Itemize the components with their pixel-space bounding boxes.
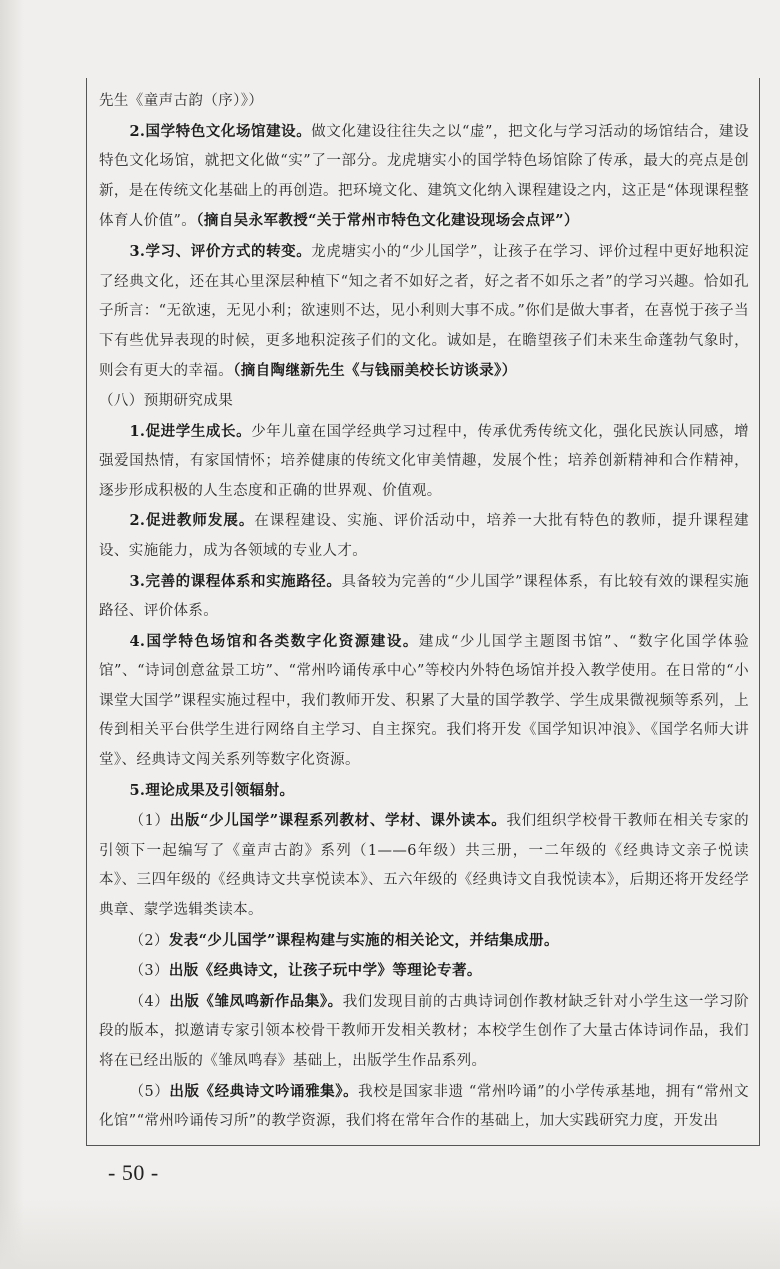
section-title: （八）预期研究成果 (99, 392, 234, 409)
paragraph-body: 在课程建设、实施、评价活动中，培养一大批有特色的教师，提升课程建设、实施能力，成为各领域的专业人才。 (99, 513, 749, 559)
quote-source: （摘自陶继新先生《与钱丽美校长访谈录》） (233, 362, 517, 380)
item-heading: 出版《经典诗文，让孩子玩中学》等理论专著。 (168, 962, 482, 980)
item-body: 我校是国家非遗 “常州吟诵”的小学传承基地，拥有“常州文化馆”“常州吟诵传习所”的教学资源，我们将在常年合作的基础上，加大实践研究力度，开发出 (99, 1083, 750, 1130)
section-heading-expected-results (99, 387, 749, 417)
item-heading: 发表“少儿国学”课程构建与实施的相关论文，并结集成册。 (168, 931, 559, 949)
paragraph-heading: 2.促进教师发展。 (129, 512, 255, 530)
page-number: - 50 - (108, 1160, 159, 1185)
page-bottom-shadow (0, 1199, 780, 1269)
paragraph-heading: 4.国学特色场馆和各类数字化资源建设。 (129, 632, 419, 650)
sub-item-4 (99, 987, 749, 1077)
paragraph-body: 龙虎塘实小的“少儿国学”，让孩子在学习、评价过程中更好地积淀了经典文化，还在其心里深层种植下“知之者不如好之者，好之者不如乐之者”的学习兴趣。恰如孔子所言：“无欲速，无见小利；欲速则不达，见小利则大事不成。”你们是做大事者，在喜悦于孩子当下有些优异表现的时候，更多地积淀孩子们的文化。诚如是，在瞻望孩子们未来生命蓬勃气象时，则会有更大的幸福。 (99, 243, 749, 380)
item-heading: 出版《经典诗文吟诵雅集》。 (169, 1082, 359, 1100)
continued-line (99, 87, 749, 117)
item-body: 我们组织学校骨干教师在相关专家的引领下一起编写了《童声古韵》系列（1——6年级）共三册，一二年级的《经典诗文亲子悦读本》、三四年级的《经典诗文共享悦读本》、五六年级的《经典诗文自我悦读本》，后期还将开发经学典章、蒙学选辑类读本。 (99, 813, 749, 919)
sub-item-2 (99, 926, 749, 957)
text-frame (86, 78, 760, 1146)
paragraph-heading: 3.完善的课程体系和实施路径。 (129, 572, 342, 590)
paragraph-learning-evaluation (99, 237, 749, 387)
result-student-growth (99, 417, 749, 507)
page-edge-shadow (0, 0, 24, 1269)
result-teacher-development (99, 506, 749, 566)
paragraph-body: 做文化建设往往失之以“虚”，把文化与学习活动的场馆结合，建设特色文化场馆，就把文化做“实”了一部分。龙虎塘实小的国学特色场馆除了传承，最大的亮点是创新，是在传统文化基础上的再创造。把环境文化、建筑文化纳入课程建设之内，这正是“体现课程整体育人价值”。 (99, 123, 749, 230)
item-body: 我们发现目前的古典诗词创作教材缺乏针对小学生这一学习阶段的版本，拟邀请专家引领本校骨干教师开发相关教材；本校学生创作了大量古体诗词作品，我们将在已经出版的《雏凤鸣春》基础上，出版学生作品系列。 (99, 993, 749, 1069)
sub-item-1 (99, 806, 749, 925)
paragraph-heading: 2.国学特色文化场馆建设。 (129, 122, 312, 140)
paragraph-heading: 5.理论成果及引领辐射。 (129, 781, 295, 799)
result-curriculum-system (99, 567, 749, 627)
item-number: （4） (129, 993, 170, 1010)
text-run: 先生《童声古韵（序）》） (99, 93, 264, 109)
sub-item-5 (99, 1077, 749, 1137)
paragraph-body: 少年儿童在国学经典学习过程中，传承优秀传统文化，强化民族认同感，增强爱国热情，有家国情怀；培养健康的传统文化审美情趣，发展个性；培养创新精神和合作精神，逐步形成积极的人生态度和正确的世界观、价值观。 (99, 423, 749, 499)
item-number: （5） (129, 1083, 170, 1100)
item-heading: 出版《雏凤鸣新作品集》。 (169, 992, 343, 1010)
quote-source: （摘自吴永军教授“关于常州市特色文化建设现场会点评”） (196, 212, 579, 230)
paragraph-heading: 1.促进学生成长。 (129, 422, 252, 440)
item-number: （2） (129, 932, 169, 949)
paragraph-venue-construction (99, 117, 749, 237)
paragraph-body: 具备较为完善的“少儿国学”课程体系，有比较有效的课程实施路径、评价体系。 (99, 573, 749, 620)
result-theory-outcomes (99, 776, 749, 807)
item-number: （1） (129, 813, 170, 830)
item-number: （3） (129, 963, 169, 980)
paragraph-heading: 3.学习、评价方式的转变。 (129, 242, 312, 260)
result-digital-resources (99, 627, 749, 776)
sub-item-3 (99, 956, 749, 987)
item-heading: 出版“少儿国学”课程系列教材、学材、课外读本。 (169, 812, 507, 830)
paragraph-body: 建成“少儿国学主题图书馆”、“数字化国学体验馆”、“诗词创意盆景工坊”、“常州吟诵传承中心”等校内外特色场馆并投入教学使用。在日常的“小课堂大国学”课程实施过程中，我们教师开发、积累了大量的国学教学、学生成果微视频等系列，上传到相关平台供学生进行网络自主学习、自主探究。我们将开发《国学知识冲浪》、《国学名师大讲堂》、经典诗文闯关系列等数字化资源。 (99, 633, 749, 769)
